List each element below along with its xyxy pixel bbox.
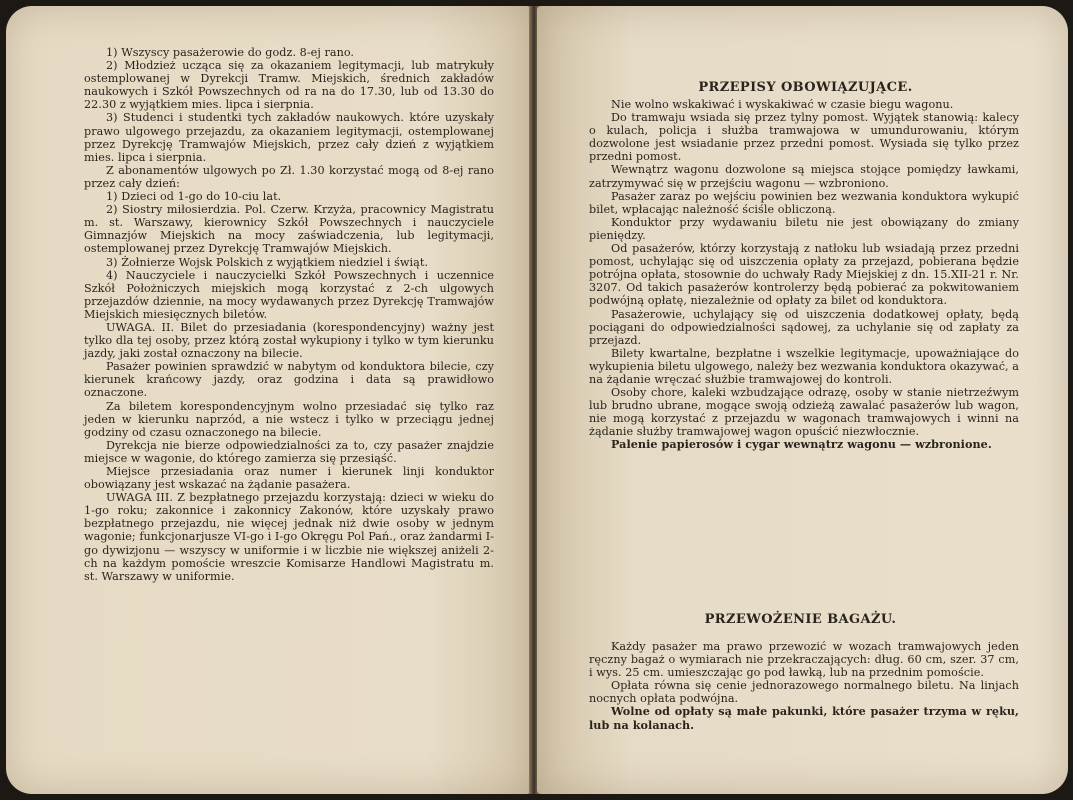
paragraph: Pasażer powinien sprawdzić w nabytym od konduktora bilecie, czy kierunek krańcowy jazdy, oraz godzina i data są prawidłowo oznaczone. [84, 360, 494, 400]
paragraph: 1) Wszyscy pasażerowie do godz. 8-ej rano. [106, 46, 355, 59]
paragraph: Pasażerowie, uchylający się od uiszczenia dodatkowej opłaty, będą pociągani do odpowiedzialności sądowej, za uchylanie się od zapłaty za przejazd. [589, 307, 1019, 347]
paragraph: 3) Żołnierze Wojsk Polskich z wyjątkiem niedziel i świąt. [106, 255, 429, 269]
paragraph: Osoby chore, kaleki wzbudzające odrazę, osoby w stanie nietrzeźwym lub brudno ubrane, mogące swoją odzieżą zawalać pasażerów lub wagon, nie mogą korzystać z przejazdu w wagonach tramwajowych i winni na żądanie służby tramwajowej wagon opuścić niezwłocznie. [589, 386, 1019, 439]
paragraph: UWAGA III. Z bezpłatnego przejazdu korzystają: dzieci w wieku do 1-go roku; zakonnice i zakonnicy Zakonów, które uzyskały prawo bezpłatnego przejazdu, nie więcej jednak niż dwie osoby w jednym wagonie; funkcjonarjusze VI-go i I-go Okręgu Pol Pań., oraz żandarmi I-go dywizjonu — wszyscy w uniformie i w liczbie nie większej aniżeli 2-ch na każdym pomoście wreszcie Komisarze Handlowi Magistratu m. st. Warszawy w uniformie. [84, 491, 494, 583]
left-page-text [84, 46, 494, 583]
paragraph: Wewnątrz wagonu dozwolone są miejsca stojące pomiędzy ławkami, zatrzymywać się w przejściu wagonu — wzbroniono. [589, 163, 1019, 190]
rules-text [589, 98, 1019, 452]
paragraph: Każdy pasażer ma prawo przewozić w wozach tramwajowych jeden ręczny bagaż o wymiarach nie przekraczających: dług. 60 cm, szer. 37 cm, i wys. 25 cm. umieszczając go pod ławką, lub na przednim pomoście. [589, 640, 1019, 680]
luggage-text [589, 640, 1019, 732]
paragraph: Opłata równa się cenie jednorazowego normalnego biletu. Na linjach nocnych opłata podwójna. [589, 679, 1019, 706]
paragraph: 4) Nauczyciele i nauczycielki Szkół Powszechnych i uczennice Szkół Położniczych miejskich mogą korzystać z 2-ch ulgowych przejazdów dziennie, na mocy wydawanych przez Dyrekcję Tramwajów Miejskich miesięcznych biletów. [84, 268, 494, 321]
paragraph: Z abonamentów ulgowych po Zł. 1.30 korzystać mogą od 8-ej rano przez cały dzień: [84, 163, 494, 190]
paragraph: 2) Siostry miłosierdzia. Pol. Czerw. Krzyża, pracownicy Magistratu m. st. Warszawy, kierownicy Szkół Powszechnych i nauczyciele Gimnazjów Miejskich na mocy zaświadczenia, lub legitymacji, ostemplowanej przez Dyrekcję Tramwajów Miejskich. [84, 203, 494, 256]
paragraph: 1) Dzieci od 1-go do 10-ciu lat. [106, 190, 282, 204]
paragraph: Palenie papierosów i cygar wewnątrz wagonu — wzbronione. [611, 437, 992, 452]
paragraph: 2) Młodzież ucząca się za okazaniem legitymacji, lub matrykuły ostemplowanej w Dyrekcji Tramw. Miejskich, średnich zakładów naukowych i Szkół Powszechnych od ra na do 17.30, lub od 13.30 do 22.30 z wyjątkiem mies. lipca i sierpnia. [84, 59, 494, 112]
paragraph: 3) Studenci i studentki tych zakładów naukowych. które uzyskały prawo ulgowego przejazdu, za okazaniem legitymacji, ostemplowanej przez Dyrekcję Tramwajów Miejskich, przez cały dzień z wyjątkiem mies. lipca i sierpnia. [84, 111, 494, 164]
left-page [6, 6, 531, 794]
paragraph: UWAGA. II. Bilet do przesiadania (korespondencyjny) ważny jest tylko dla tej osoby, przez którą został wykupiony i tylko w tym kierunku jazdy, jaki został oznaczony na bilecie. [84, 320, 494, 361]
paragraph: Konduktor przy wydawaniu biletu nie jest obowiązany do zmiany pieniędzy. [589, 215, 1019, 242]
paragraph: Dyrekcja nie bierze odpowiedzialności za to, czy pasażer znajdzie miejsce w wagonie, do którego zamierza się przesiąść. [84, 438, 494, 465]
paragraph: Od pasażerów, którzy korzystają z natłoku lub wsiadają przez przedni pomost, uchylając się od uiszczenia opłaty za przejazd, pobierana będzie potrójna opłata, stosownie do uchwały Rady Miejskiej z dn. 15.XII-21 r. Nr. 3207. Od takich pasażerów kontrolerzy będą pobierać za pokwitowaniem podwójną opłatę, niezależnie od opłaty za bilet od konduktora. [589, 242, 1019, 308]
paragraph: Miejsce przesiadania oraz numer i kierunek linji konduktor obowiązany jest wskazać na żądanie pasażera. [84, 465, 494, 492]
paragraph: Bilety kwartalne, bezpłatne i wszelkie legitymacje, upoważniające do wykupienia biletu ulgowego, należy bez wezwania konduktora okazywać, a na żądanie wręczać służbie tramwajowej do kontroli. [589, 346, 1019, 386]
paragraph: Wolne od opłaty są małe pakunki, które pasażer trzyma w ręku, lub na kolanach. [589, 704, 1019, 732]
paragraph: Za biletem korespondencyjnym wolno przesiadać się tylko raz jeden w kierunku naprzód, a nie wstecz i tylko w przeciągu jednej godziny od czasu oznaczonego na bilecie. [84, 399, 494, 439]
paragraph: Nie wolno wskakiwać i wyskakiwać w czasie biegu wagonu. [611, 98, 954, 111]
section-heading-luggage: PRZEWOŻENIE BAGAŻU. [704, 612, 897, 627]
section-heading-rules: PRZEPISY OBOWIĄZUJĄCE. [698, 80, 913, 95]
paragraph: Pasażer zaraz po wejściu powinien bez wezwania konduktora wykupić bilet, wpłacając należność ściśle obliczoną. [589, 189, 1019, 216]
paragraph: Do tramwaju wsiada się przez tylny pomost. Wyjątek stanowią: kalecy o kulach, policja i służba tramwajowa w umundurowaniu, którym dozwolone jest wsiadanie przez przedni pomost. Wysiada się tylko przez przedni pomost. [589, 111, 1019, 164]
right-page [537, 6, 1068, 794]
